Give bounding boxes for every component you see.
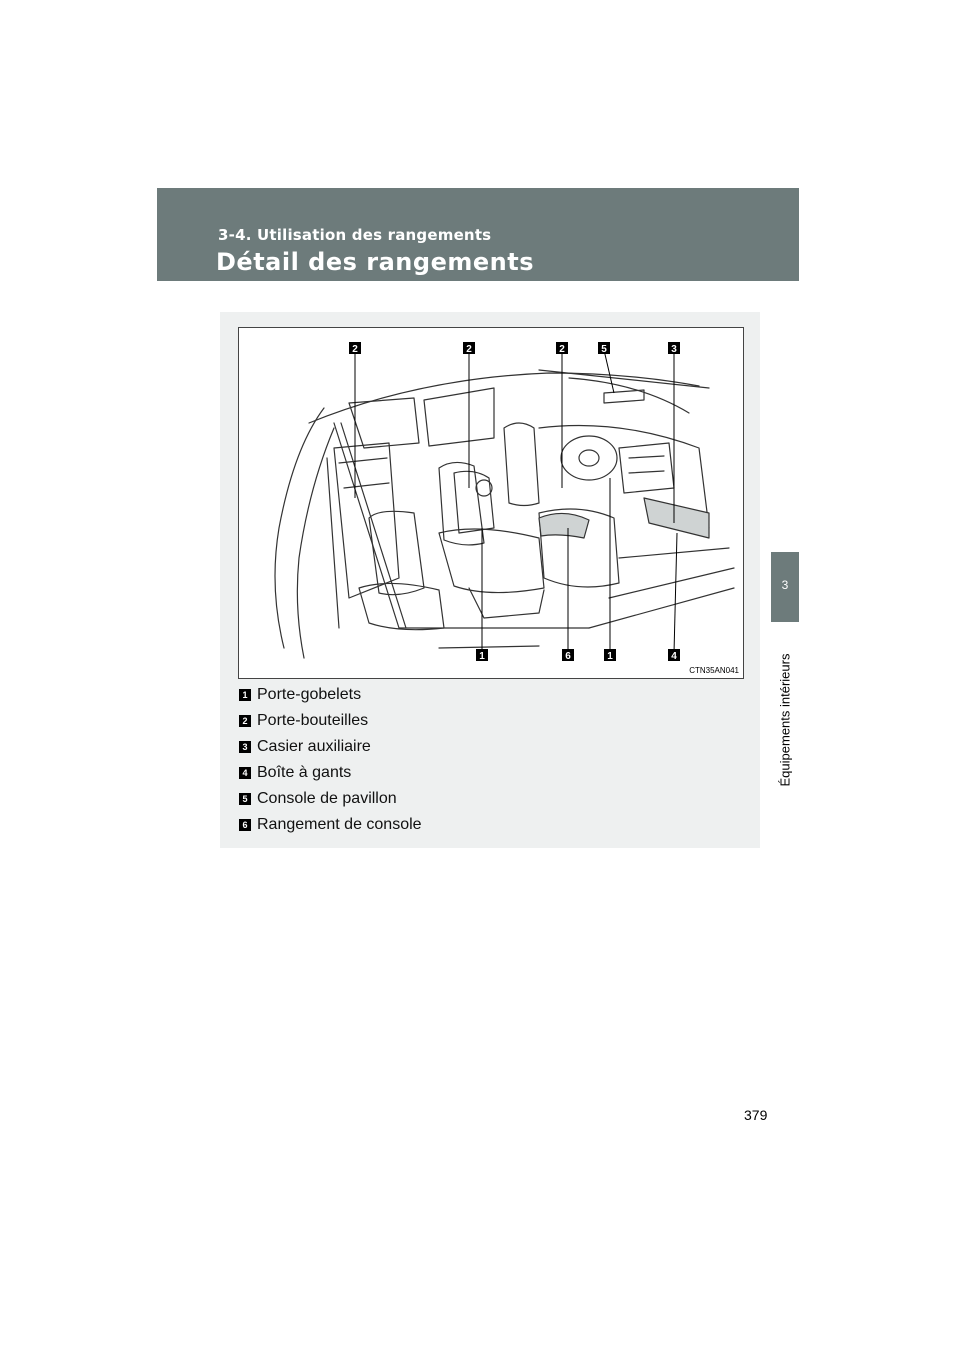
chapter-tab (771, 552, 799, 622)
callout-label: 5 (601, 344, 607, 355)
callouts-bottom (476, 649, 680, 662)
callout-label: 4 (671, 651, 677, 662)
legend-label: Porte-gobelets (257, 686, 362, 703)
legend-item (239, 708, 422, 734)
car-interior-drawing (239, 328, 743, 678)
callout-label: 2 (352, 344, 358, 355)
callout-label: 1 (479, 651, 485, 662)
legend-label: Porte-bouteilles (257, 712, 369, 729)
legend-item (239, 760, 422, 786)
car-interior-illustration (238, 327, 744, 679)
legend-marker: 5 (239, 793, 251, 805)
legend-item (239, 682, 422, 708)
legend-marker: 4 (239, 767, 251, 779)
legend-label: Console de pavillon (257, 790, 397, 807)
legend-label: Casier auxiliaire (257, 738, 371, 755)
legend-marker: 6 (239, 819, 251, 831)
legend-marker: 3 (239, 741, 251, 753)
legend-item (239, 786, 422, 812)
callouts-top (349, 342, 680, 355)
chapter-number: 3 (781, 578, 789, 592)
legend-marker: 1 (239, 689, 251, 701)
callout-label: 3 (671, 344, 677, 355)
line-art (275, 370, 734, 658)
callout-lines (355, 350, 677, 653)
legend-item (239, 812, 422, 838)
legend-marker: 2 (239, 715, 251, 727)
legend-label: Boîte à gants (257, 764, 352, 781)
callout-label: 1 (607, 651, 613, 662)
figure-code: CTN35AN041 (689, 666, 739, 675)
callout-label: 2 (466, 344, 472, 355)
legend-label: Rangement de console (257, 816, 422, 833)
section-label: 3-4. Utilisation des rangements (218, 226, 492, 244)
callout-label: 2 (559, 344, 565, 355)
callout-label: 6 (565, 651, 571, 662)
page-title: Détail des rangements (216, 248, 534, 276)
legend-item (239, 734, 422, 760)
legend (239, 682, 422, 838)
page-number: 379 (744, 1107, 768, 1123)
chapter-label: Équipements intérieurs (777, 653, 793, 787)
